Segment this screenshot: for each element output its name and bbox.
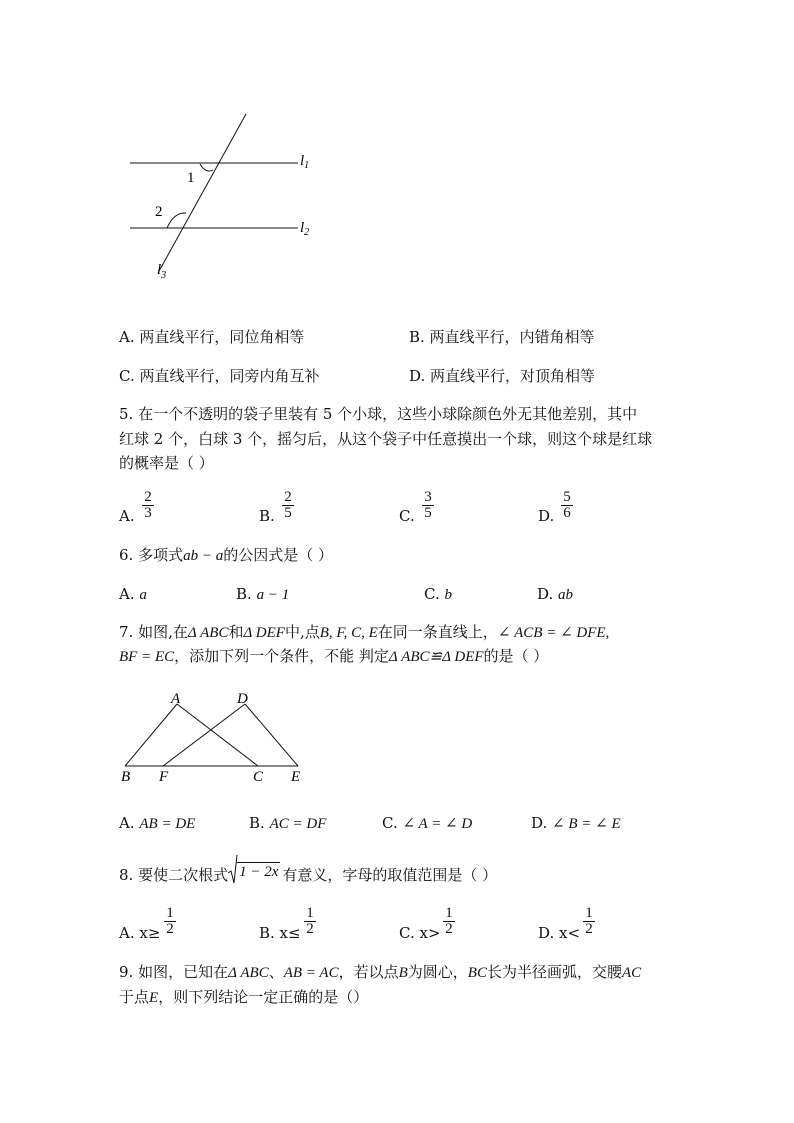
q8-radical [228, 866, 280, 885]
point-a-label: A [171, 691, 181, 707]
q7-option-d[interactable]: D. ∠ B = ∠ E [531, 814, 621, 832]
q6-expression: ab − a [183, 548, 224, 564]
q5-option-d-label: D. [538, 507, 555, 525]
q8-option-c-fraction: 1 2 [443, 907, 455, 936]
q7-stem-line2: BF = EC，添加下列一个条件，不能 判定Δ ABC≌Δ DEF的是（ ） [119, 647, 549, 665]
q8-stem-post: 有意义，字母的取值范围是（ ） [282, 866, 498, 884]
segment-ba [125, 704, 177, 766]
q6-stem-post: 的公因式是（ ） [223, 546, 333, 564]
q5-option-c-label: C. [399, 507, 415, 525]
q6-option-a[interactable]: A. a [119, 585, 147, 603]
l1-label: $l_1$ [300, 153, 310, 171]
q5-stem-line1: 5. 在一个不透明的袋子里装有 5 个小球，这些小球除颜色外无其他差别，其中 [119, 405, 638, 423]
q8-option-d-fraction: 1 2 [583, 907, 595, 936]
q5-option-a-label: A. [119, 507, 135, 525]
segment-fd [163, 704, 245, 766]
angle-2-arc [167, 213, 186, 228]
point-f-label: F [159, 769, 169, 785]
q8-stem [119, 866, 497, 885]
q8-option-b-label: B. x≤ [259, 924, 301, 942]
q4-option-d[interactable]: D. 两直线平行，对顶角相等 [409, 367, 596, 385]
q5-option-c-fraction: 3 5 [422, 491, 434, 520]
q8-option-b-fraction: 1 2 [304, 907, 316, 936]
q8-radicand: 1 − 2x [239, 864, 279, 880]
q7-option-a[interactable]: A. AB = DE [119, 814, 196, 832]
q6-option-c[interactable]: C. b [424, 585, 452, 603]
q5-stem-line2: 红球 2 个，白球 3 个，摇匀后，从这个袋子中任意摸出一个球，则这个球是红球 [119, 430, 653, 448]
segment-ac [177, 704, 258, 766]
q8-option-a-label: A. x≥ [119, 924, 161, 942]
q4-option-b[interactable]: B. 两直线平行，内错角相等 [409, 328, 595, 346]
point-b-label: B [121, 769, 131, 785]
q6-stem-pre: 6. 多项式 [119, 546, 184, 564]
q4-option-c[interactable]: C. 两直线平行，同旁内角互补 [119, 367, 320, 385]
parallel-lines-figure [120, 108, 330, 288]
point-c-label: C [253, 769, 264, 785]
q8-option-c-label: C. x> [399, 924, 441, 942]
q7-stem-line1: 7. 如图,在Δ ABC和Δ DEF中,点B, F, C, E在同一条直线上，∠ ACB = ∠ DFE, [119, 623, 610, 641]
q5-stem-line3: 的概率是（ ） [119, 454, 214, 472]
q7-option-b[interactable]: B. AC = DF [249, 814, 327, 832]
angle-1-arc [200, 164, 213, 171]
segment-de [245, 704, 298, 766]
q5-option-b-fraction: 2 5 [282, 491, 294, 520]
q8-option-d-label: D. x< [538, 924, 581, 942]
q6-option-d[interactable]: D. ab [537, 585, 574, 603]
l3-label: $l_3$ [157, 262, 167, 281]
l2-label: $l_2$ [300, 220, 310, 238]
q8-option-a-fraction: 1 2 [164, 907, 176, 936]
q8-stem-pre: 8. 要使二次根式 [119, 866, 229, 884]
q9-stem-line1: 9. 如图，已知在Δ ABC、AB = AC，若以点B为圆心，BC长为半径画弧，交腰AC [119, 963, 642, 981]
q5-option-a-fraction: 2 3 [142, 491, 154, 520]
angle-2-label: 2 [155, 204, 163, 220]
q6-option-b[interactable]: B. a − 1 [236, 585, 290, 603]
line-l3 [158, 114, 246, 273]
q6-stem [119, 546, 333, 565]
point-d-label: D [237, 691, 248, 707]
q7-option-c[interactable]: C. ∠ A = ∠ D [382, 814, 473, 832]
q5-option-b-label: B. [259, 507, 275, 525]
angle-1-label: 1 [187, 170, 195, 186]
point-e-label: E [291, 769, 301, 785]
triangles-figure [115, 686, 315, 786]
q4-option-a[interactable]: A. 两直线平行，同位角相等 [119, 328, 305, 346]
q5-option-d-fraction: 5 6 [561, 491, 573, 520]
q9-stem-line2: 于点E，则下列结论一定正确的是（） [119, 988, 369, 1006]
